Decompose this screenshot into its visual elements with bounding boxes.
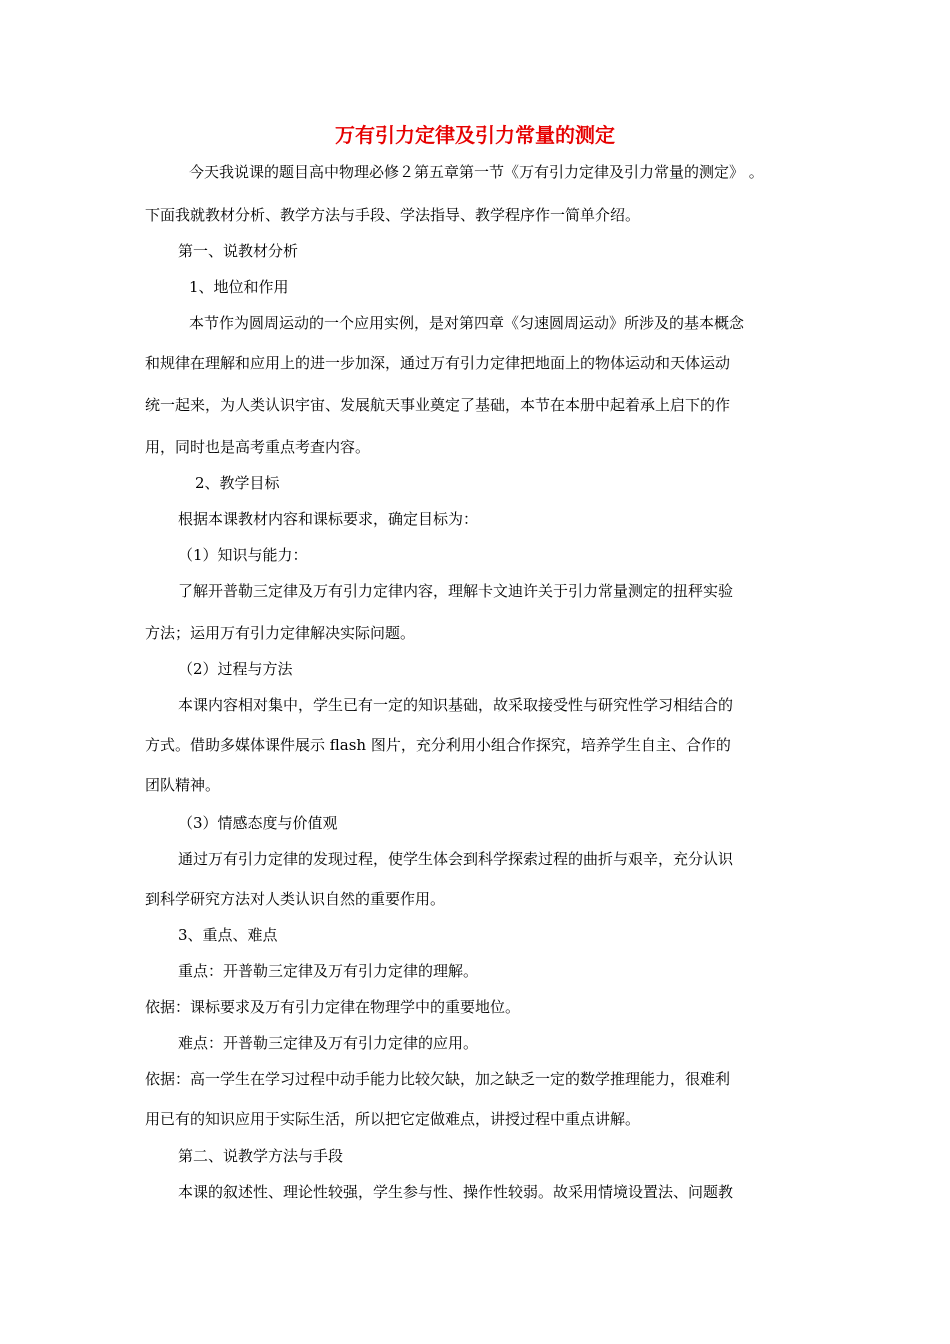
paragraph-line: 今天我说课的题目高中物理必修２第五章第一节《万有引力定律及引力常量的测定》 。 xyxy=(189,163,764,181)
paragraph-line: 用已有的知识应用于实际生活，所以把它定做难点，讲授过程中重点讲解。 xyxy=(145,1110,641,1128)
item-heading: （3）情感态度与价值观 xyxy=(178,814,338,832)
paragraph-line: 本节作为圆周运动的一个应用实例，是对第四章《匀速圆周运动》所涉及的基本概念 xyxy=(189,314,745,332)
paragraph-line: 依据：课标要求及万有引力定律在物理学中的重要地位。 xyxy=(145,998,521,1016)
paragraph-line: 重点：开普勒三定律及万有引力定律的理解。 xyxy=(178,962,479,980)
item-heading: （1）知识与能力： xyxy=(178,546,308,564)
paragraph-line: 到科学研究方法对人类认识自然的重要作用。 xyxy=(145,890,446,908)
paragraph-line: 难点：开普勒三定律及万有引力定律的应用。 xyxy=(178,1034,479,1052)
paragraph-line: 通过万有引力定律的发现过程，使学生体会到科学探索过程的曲折与艰辛，充分认识 xyxy=(178,850,734,868)
subsection-heading: 2、教学目标 xyxy=(195,474,280,492)
item-heading: （2）过程与方法 xyxy=(178,660,293,678)
paragraph-line: 方式。借助多媒体课件展示 flash 图片，充分利用小组合作探究，培养学生自主、合作的 xyxy=(145,736,731,754)
subsection-heading: 1、地位和作用 xyxy=(189,278,289,296)
section-heading: 第二、说教学方法与手段 xyxy=(178,1147,344,1165)
subsection-heading: 3、重点、难点 xyxy=(178,926,278,944)
paragraph-line: 统一起来，为人类认识宇宙、发展航天事业奠定了基础，本节在本册中起着承上启下的作 xyxy=(145,396,731,414)
paragraph-line: 团队精神。 xyxy=(145,776,221,794)
paragraph-line: 本课内容相对集中，学生已有一定的知识基础，故采取接受性与研究性学习相结合的 xyxy=(178,696,734,714)
document-title: 万有引力定律及引力常量的测定 xyxy=(335,123,615,147)
paragraph-line: 方法；运用万有引力定律解决实际问题。 xyxy=(145,624,416,642)
paragraph-line: 依据：高一学生在学习过程中动手能力比较欠缺，加之缺乏一定的数学推理能力，很难利 xyxy=(145,1070,731,1088)
paragraph-line: 了解开普勒三定律及万有引力定律内容，理解卡文迪许关于引力常量测定的扭秤实验 xyxy=(178,582,734,600)
paragraph-line: 用，同时也是高考重点考查内容。 xyxy=(145,438,371,456)
section-heading: 第一、说教材分析 xyxy=(178,242,299,260)
paragraph-line: 和规律在理解和应用上的进一步加深，通过万有引力定律把地面上的物体运动和天体运动 xyxy=(145,354,731,372)
paragraph-line: 本课的叙述性、理论性较强，学生参与性、操作性较弱。故采用情境设置法、问题教 xyxy=(178,1183,734,1201)
paragraph-line: 根据本课教材内容和课标要求，确定目标为： xyxy=(178,510,479,528)
paragraph-line: 下面我就教材分析、教学方法与手段、学法指导、教学程序作一简单介绍。 xyxy=(145,206,641,224)
